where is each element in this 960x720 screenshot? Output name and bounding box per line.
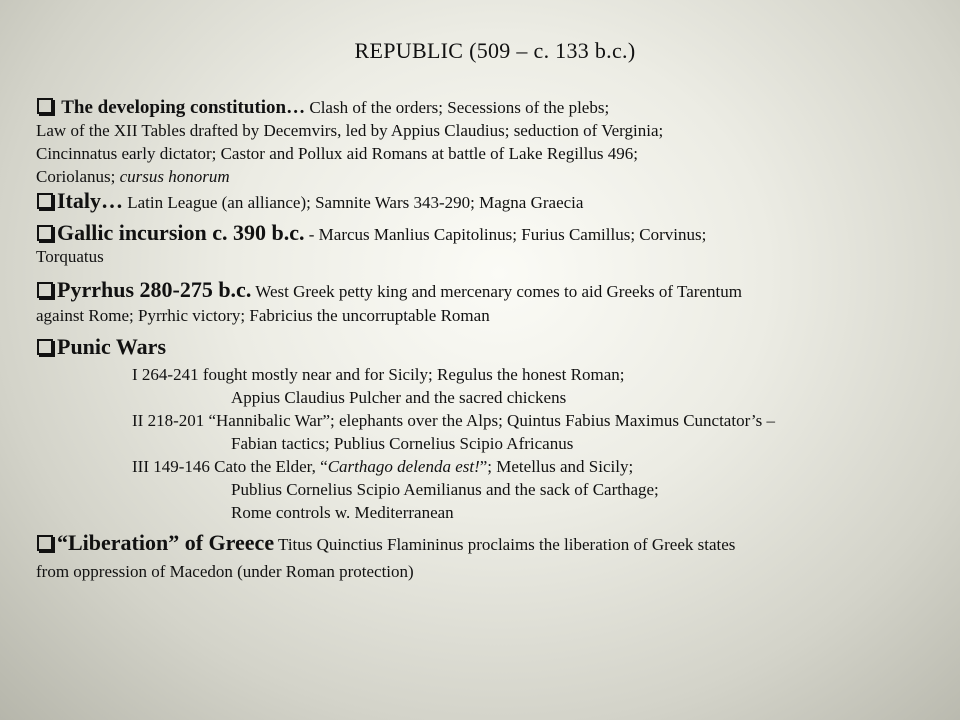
bullet-text: Latin League (an alliance); Samnite Wars 343-290; Magna Graecia: [123, 193, 584, 212]
punic-war-3-detail: Rome controls w. Mediterranean: [231, 503, 454, 522]
bullet-text: West Greek petty king and mercenary comes to aid Greeks of Tarentum: [251, 282, 742, 301]
checkbox-bullet-icon: [37, 535, 53, 551]
checkbox-bullet-icon: [37, 193, 53, 209]
bullet-heading: “Liberation” of Greece: [57, 530, 275, 555]
punic-war-3: [132, 455, 633, 478]
bullet-italy: [36, 189, 583, 212]
bullet-heading: Punic Wars: [57, 334, 167, 359]
bullet-heading: Pyrrhus 280-275 b.c.: [57, 277, 252, 302]
text-span: III 149-146 Cato the Elder, “: [132, 457, 328, 476]
text-span: ”; Metellus and Sicily;: [479, 457, 634, 476]
punic-war-1: I 264-241 fought mostly near and for Sicily; Regulus the honest Roman;: [132, 365, 625, 384]
text-line: against Rome; Pyrrhic victory; Fabricius the uncorruptable Roman: [36, 306, 490, 325]
punic-war-2: II 218-201 “Hannibalic War”; elephants over the Alps; Quintus Fabius Maximus Cunctator’s –: [132, 411, 775, 430]
bullet-liberation-of-greece: [36, 531, 735, 554]
text-line: Law of the XII Tables drafted by Decemvirs, led by Appius Claudius; seduction of Verginia;: [36, 121, 664, 140]
text-span: Coriolanus;: [36, 167, 120, 186]
checkbox-bullet-icon: [37, 225, 53, 241]
checkbox-bullet-icon: [37, 98, 53, 114]
bullet-constitution: [36, 96, 609, 119]
italic-quote: Carthago delenda est!: [327, 457, 480, 476]
text-line: from oppression of Macedon (under Roman protection): [36, 562, 414, 581]
bullet-punic-wars: [36, 335, 166, 358]
punic-war-2-detail: Fabian tactics; Publius Cornelius Scipio Africanus: [231, 434, 574, 453]
bullet-text: - Marcus Manlius Capitolinus; Furius Camillus; Corvinus;: [304, 225, 707, 244]
bullet-heading: The developing constitution…: [61, 97, 306, 118]
bullet-text: Titus Quinctius Flamininus proclaims the liberation of Greek states: [274, 535, 736, 554]
bullet-heading: Italy…: [57, 188, 123, 213]
bullet-heading: Gallic incursion c. 390 b.c.: [57, 220, 305, 245]
punic-war-3-detail: Publius Cornelius Scipio Aemilianus and the sack of Carthage;: [231, 480, 659, 499]
bullet-pyrrhus: [36, 278, 742, 301]
text-line: Cincinnatus early dictator; Castor and Pollux aid Romans at battle of Lake Regillus 496;: [36, 144, 638, 163]
text-line: Torquatus: [36, 247, 104, 266]
punic-war-1-detail: Appius Claudius Pulcher and the sacred chickens: [231, 388, 567, 407]
italic-term: cursus honorum: [119, 167, 230, 186]
text-line: [36, 165, 230, 188]
checkbox-bullet-icon: [37, 282, 53, 298]
slide-title: REPUBLIC (509 – c. 133 b.c.): [354, 38, 636, 63]
bullet-gallic-incursion: [36, 221, 706, 244]
checkbox-bullet-icon: [37, 339, 53, 355]
bullet-text: Clash of the orders; Secessions of the plebs;: [305, 98, 610, 117]
